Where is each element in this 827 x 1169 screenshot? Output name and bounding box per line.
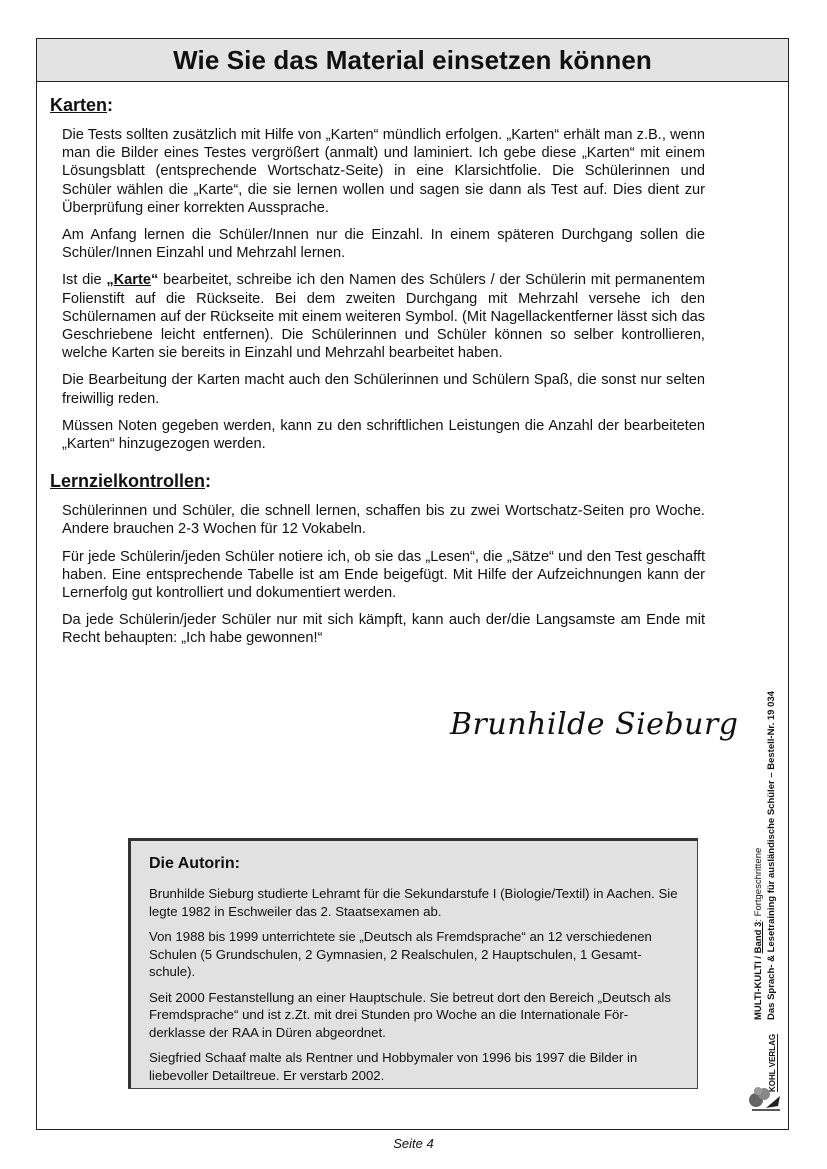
paragraph: Müssen Noten gegeben werden, kann zu den schriftlichen Leistungen die Anzahl der bearbeiteten „Karten“ hinzugezogen werden. xyxy=(62,417,705,453)
author-paragraph: Siegfried Schaaf malte als Rentner und Hobbymaler von 1996 bis 1997 die Bilder in liebevoller Detailtreue. Er verstarb 2002. xyxy=(149,1050,638,1083)
paragraph-karte: Ist die „Karte“ bearbeitet, schreibe ich den Namen des Schülers / der Schülerin mit permanentem Folienstift auf die Rückseite. Bei dem zweiten Durchgang mit Mehrzahl versehe ich den Schülernamen auf der Rückseite mit einem weiteren Symbol. (Mit Nagellackentferner lässt sich das Geschriebene leicht entfernen). Die Schülerinnen und Schüler können so selber kontrollieren, welche Karten sie bereits in Einzahl und Mehrzahl bearbeitet haben. xyxy=(62,272,705,362)
karte-term: „Karte“ xyxy=(106,272,159,289)
page-header xyxy=(37,39,788,82)
author-paragraph: Seit 2000 Festanstellung an einer Hauptschule. Sie betreut dort den Bereich „Deutsch als Fremdsprache“ und ist z.Zt. mit drei Stunden pro Woche an die Internationale Förderklasse der RAA in Düren abgeordnet. xyxy=(149,989,671,1040)
paragraph: Die Bearbeitung der Karten macht auch den Schülerinnen und Schülern Spaß, die sonst nur selten freiwillig reden. xyxy=(62,372,705,407)
section-title-lernzielkontrollen: Lernzielkontrollen: xyxy=(50,471,212,492)
author-paragraph: Brunhilde Sieburg studierte Lehramt für die Sekundarstufe I (Biologie/Textil) in Aachen. Sie legte 1982 in Eschweiler das 2. Staatsexamen ab. xyxy=(149,886,678,919)
series-sidebar: MULTI-KULTI / Band 3: Fortgeschrittene Das Sprach- & Lesetraining für ausländische Schüler – Bestell-Nr. 19 034 xyxy=(753,691,777,1020)
author-paragraph: Von 1988 bis 1999 unterrichtete sie „Deutsch als Fremdsprache“ an 12 verschiedenen Schulen (5 Grundschulen, 2 Gymnasien, 2 Realschulen, 2 Hauptschulen, 1 Gesamtschule). xyxy=(149,929,652,979)
paragraph: Die Tests sollten zusätzlich mit Hilfe von „Karten“ mündlich erfolgen. „Karten“ erhält man z.B., wenn man die Bilder eines Testes vergrößert (anmalt) und laminiert. Ich gebe diese „Karten“ mit einem Lösungsblatt (entsprechende Wortschatz-Seite) in eine Klarsichtfolie. Die Schülerinnen und Schüler wählen die „Karte“, die sie lernen wollen und sagen sie dann als Test auf. Dies dient zur Überprüfung einer korrekten Aussprache. xyxy=(62,127,705,216)
paragraph: Am Anfang lernen die Schüler/Innen nur die Einzahl. In einem späteren Durchgang sollen die Schüler/Innen Einzahl und Mehrzahl lernen. xyxy=(62,227,705,262)
author-signature: Brunhilde Sieburg xyxy=(450,707,739,742)
page-number: Seite 4 xyxy=(393,1136,434,1151)
author-info-box xyxy=(128,838,698,1089)
section-title-karten: Karten: xyxy=(50,95,114,115)
publisher-name: KOHL VERLAG xyxy=(768,1033,777,1092)
paragraph: Schülerinnen und Schüler, die schnell lernen, schaffen bis zu zwei Wortschatz-Seiten pro Woche. Andere brauchen 2-3 Wochen für 12 Vokabeln. xyxy=(62,503,705,538)
publisher-logo-icon xyxy=(744,1080,784,1114)
page-title: Wie Sie das Material einsetzen können xyxy=(173,44,652,75)
author-box-title: Die Autorin: xyxy=(149,855,240,872)
main-content xyxy=(50,95,705,657)
paragraph: Da jede Schülerin/jeder Schüler nur mit sich kämpft, kann auch der/die Langsamste am Ende mit Recht behaupten: „Ich habe gewonnen!“ xyxy=(62,612,705,647)
paragraph: Für jede Schülerin/jeden Schüler notiere ich, ob sie das „Lesen“, die „Sätze“ und den Test geschafft haben. Eine entsprechende Tabelle ist am Ende beigefügt. Mit Hilfe der Aufzeichnungen kann der Lernerfolg gut kontrolliert und dokumentiert werden. xyxy=(62,548,705,602)
